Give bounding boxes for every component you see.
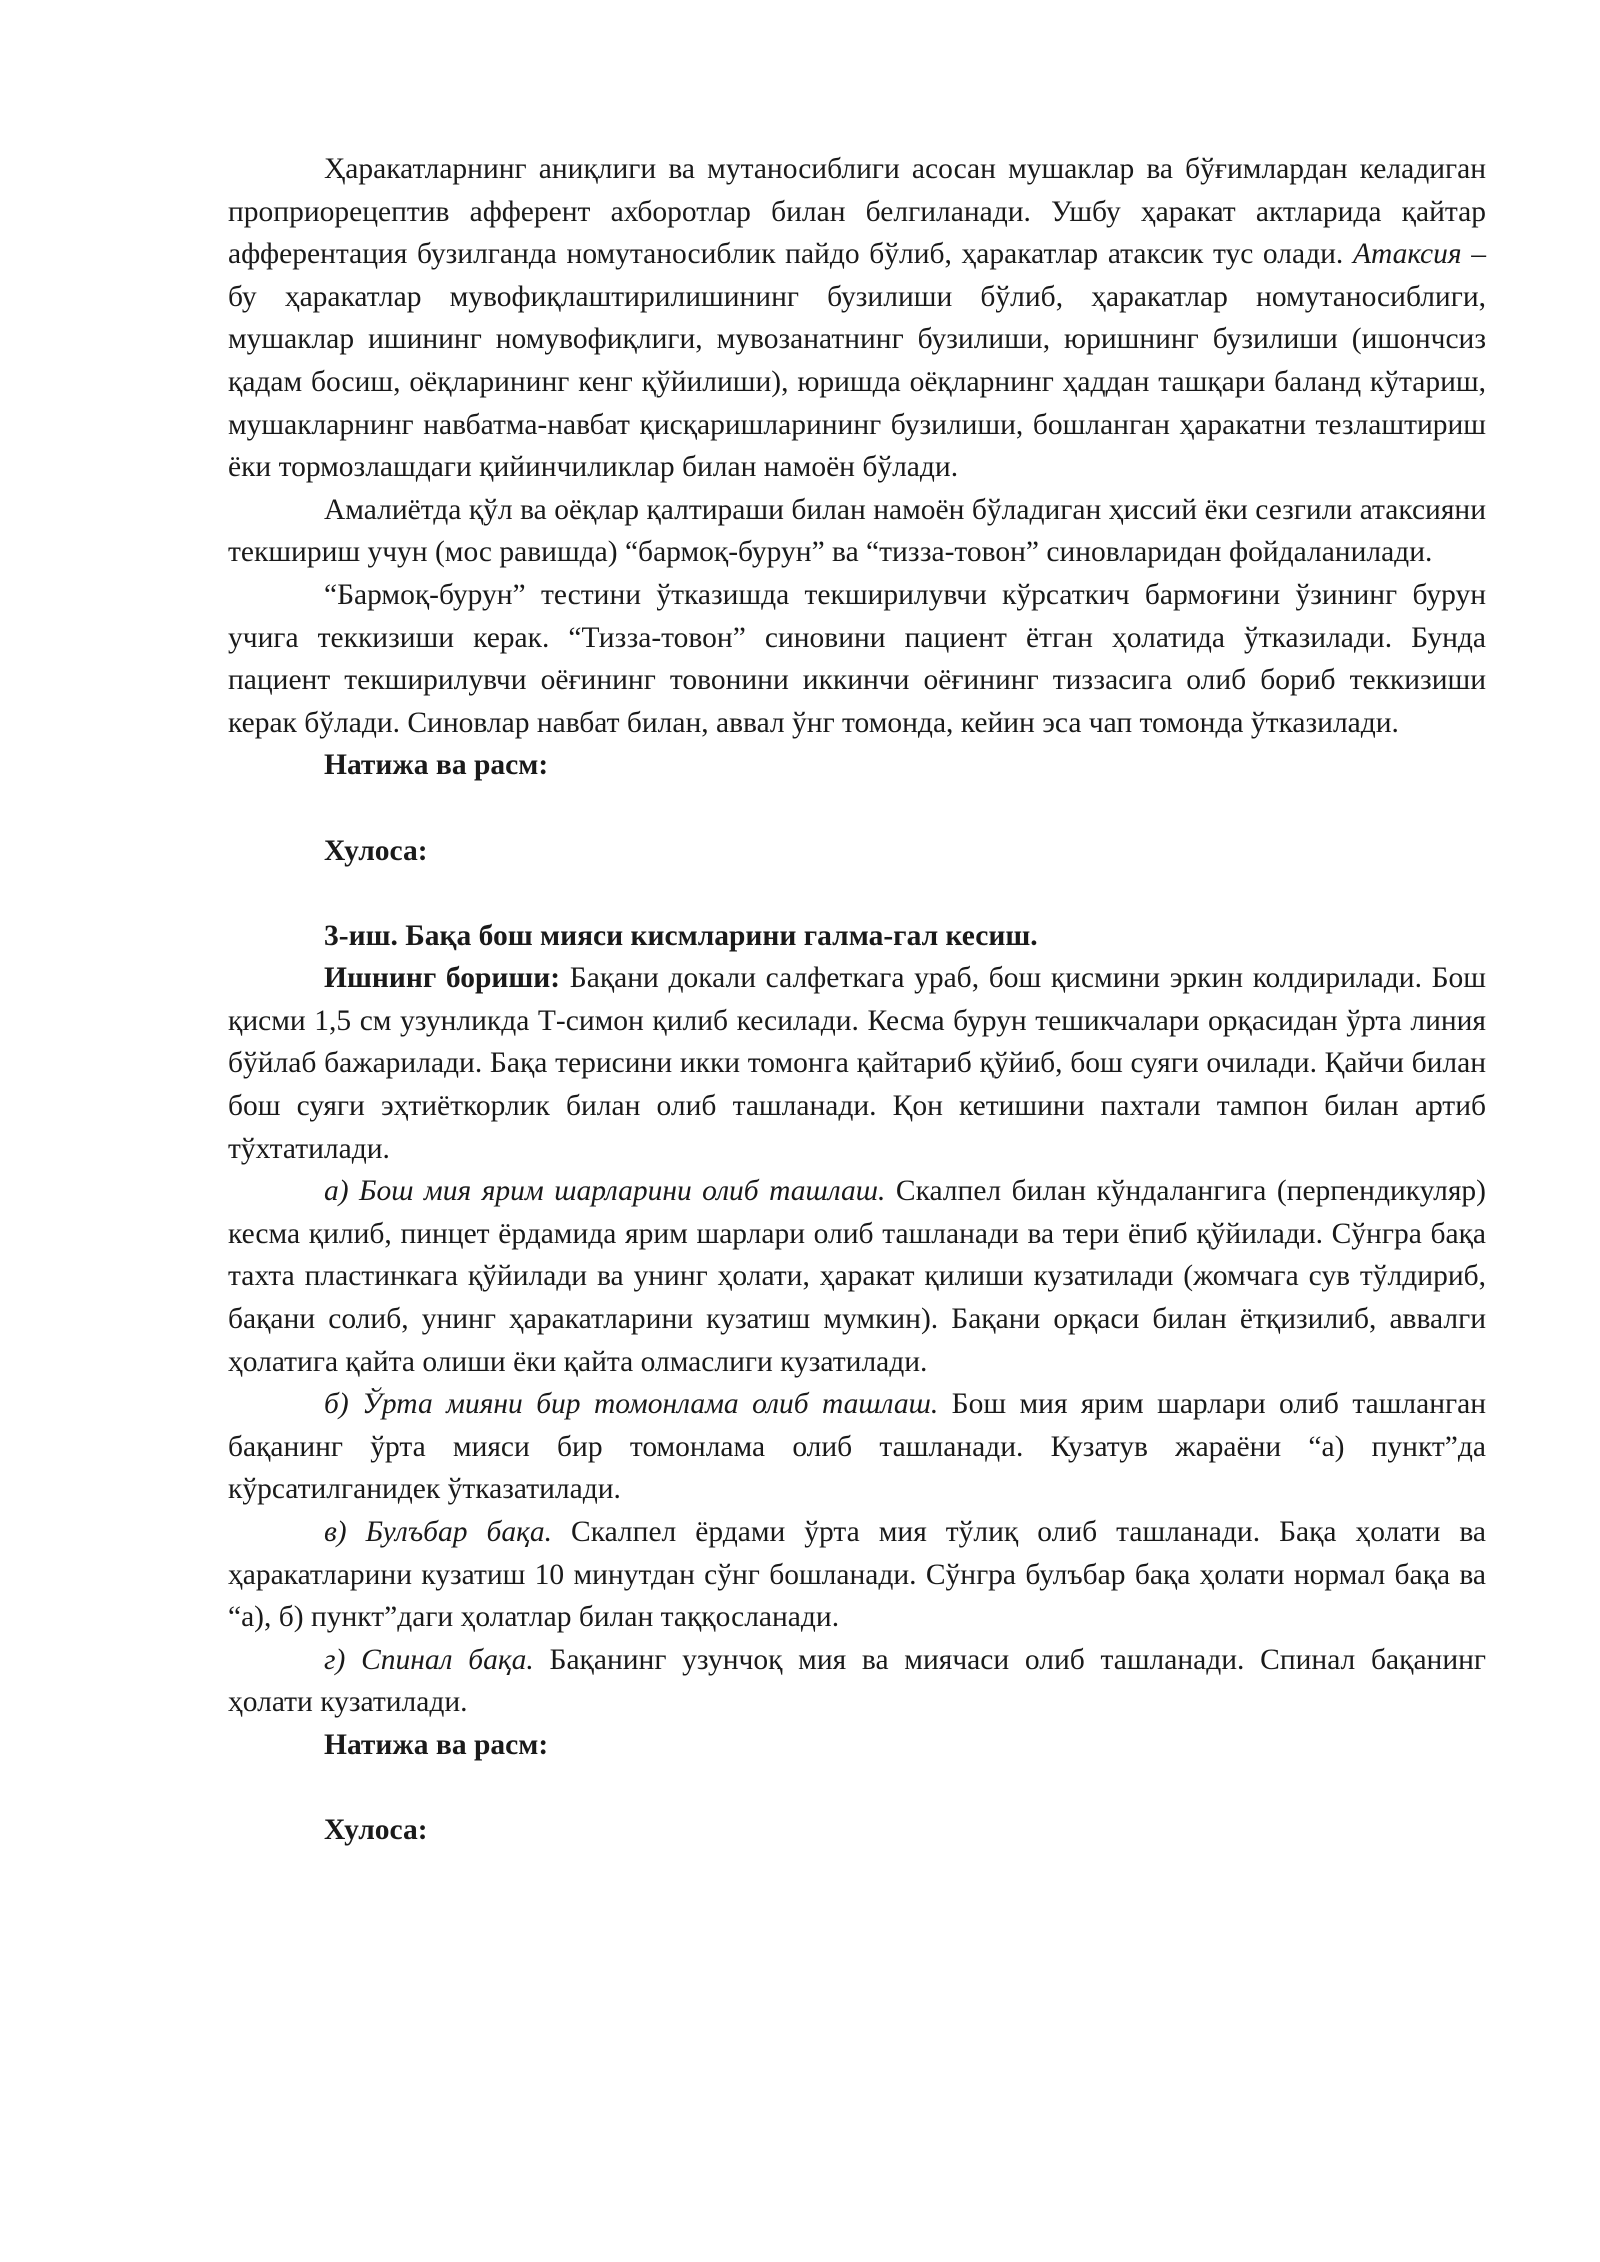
step-b-title: б) Ўрта мияни бир томонлама олиб ташлаш. [324,1388,939,1421]
step-a-title: а) Бош мия ярим шарларини олиб ташлаш. [324,1175,886,1208]
text-run: – бу ҳаракатлар мувофиқлаштирилишининг бузилиши бўлиб, ҳаракатлар номутаносиблиги, мушаклар ишининг номувофиқлиги, мувозанатнинг бузилиши, юришнинг бузилиши (ишончсиз қадам босиш, оёқларининг кенг қўйилиши), юришда оёқларнинг ҳаддан ташқари баланд кўтариш, мушакларнинг навбатма-навбат қисқаришларининг бузилиши, бошланган ҳаракатни тезлаштириш ёки тормозлашдаги қийинчиликлар билан намоён бўлади. [228,238,1487,484]
heading-text: 3-иш. Бақа бош мияси кисмларини галма-гал кесиш. [324,919,1038,952]
text-run: Скалпел ёрдами ўрта мия тўлиқ олиб ташланади. Бақа ҳолати ва ҳаракатларини кузатиш 10 минутдан сўнг бошланади. Сўнгра булъбар бақа ҳолати нормал бақа ва “а), б) пункт”даги ҳолатлар билан таққосланади. [228,1516,1487,1634]
paragraph-procedure [228,957,1486,1170]
step-g-title: г) Спинал бақа. [324,1643,534,1676]
paragraph-ataxia-definition [228,148,1486,489]
heading-work-3 [228,915,1486,958]
step-v-title: в) Булъбар бақа. [324,1516,553,1548]
text-run: Бош мия ярим шарлари олиб ташланган бақанинг ўрта мияси бир томонлама олиб ташланади. Кузатув жараёни “а) пункт”да кўрсатилганидек ўтказатилади. [228,1388,1486,1506]
heading-text: Натижа ва расм: [324,1728,549,1761]
heading-result-and-figure-2 [228,1724,1486,1767]
blank-line [228,872,1486,915]
paragraph-finger-nose-test [228,574,1486,744]
text-run: “Бармоқ-бурун” тестини ўтказишда текширилувчи кўрсаткич бармоғини ўзининг бурун учига теккизиши керак. “Тизза-товон” синовини пациент ётган ҳолатида ўтказилади. Бунда пациент текширилувчи оёғининг товонини иккинчи оёғининг тиззасига олиб бориб теккизиши керак бўлади. Синовлар навбат билан, аввал ўнг томонда, кейин эса чап томонда ўтказилади. [228,578,1486,739]
paragraph-step-v [228,1511,1486,1639]
heading-conclusion-2 [228,1809,1486,1852]
heading-text: Натижа ва расм: [324,749,549,782]
blank-line [228,787,1486,830]
text-run: Бақани докали салфеткага ураб, бош қисмини эркин колдирилади. Бош қисми 1,5 см узунликда Т-симон қилиб кесилади. Кесма бурун тешикчалари орқасидан ўрта линия бўйлаб бажарилади. Бақа терисини икки томонга қайтариб қўйиб, бош суяги очилади. Қайчи билан бош суяги эҳтиёткорлик билан олиб ташланади. Қон кетишини пахтали тампон билан артиб тўхтатилади. [228,962,1486,1165]
text-run: Ҳаракатларнинг аниқлиги ва мутаносиблиги асосан мушаклар ва бўғимлардан келадиган проприорецептив афферент ахборотлар билан белгиланади. Ушбу ҳаракат актларида қайтар афферентация бузилганда номутаносиблик пайдо бўлиб, ҳаракатлар атаксик тус олади. [228,153,1486,271]
text-run: Бақанинг узунчоқ мия ва миячаси олиб ташланади. Спинал бақанинг ҳолати кузатилади. [228,1643,1486,1719]
label-procedure: Ишнинг бориши: [324,962,561,995]
heading-text: Хулоса: [324,834,428,867]
text-run: Амалиётда қўл ва оёқлар қалтираши билан намоён бўладиган ҳиссий ёки сезгили атаксияни текшириш учун (мос равишда) “бармоқ-бурун” ва “тизза-товон” синовларидан фойдаланилади. [228,493,1486,569]
blank-line [228,1767,1486,1810]
paragraph-step-a [228,1170,1486,1383]
paragraph-step-g [228,1639,1486,1724]
heading-text: Хулоса: [324,1814,428,1847]
paragraph-ataxia-tests [228,489,1486,574]
heading-result-and-figure [228,744,1486,787]
term-ataxia: Атаксия [1352,238,1462,271]
text-run: Скалпел билан кўндалангига (перпендикуляр) кесма қилиб, пинцет ёрдамида ярим шарлари олиб ташланади ва тери ёпиб қўйилади. Сўнгра бақа тахта пластинкага қўйилади ва унинг ҳолати, ҳаракат қилиши кузатилади (жомчага сув тўлдириб, бақани солиб, унинг ҳаракатларини кузатиш мумкин). Бақани орқаси билан ётқизилиб, аввалги ҳолатига қайта олиши ёки қайта олмаслиги кузатилади. [228,1175,1487,1378]
paragraph-step-b [228,1383,1486,1511]
heading-conclusion [228,830,1486,873]
document-page [228,148,1486,1852]
